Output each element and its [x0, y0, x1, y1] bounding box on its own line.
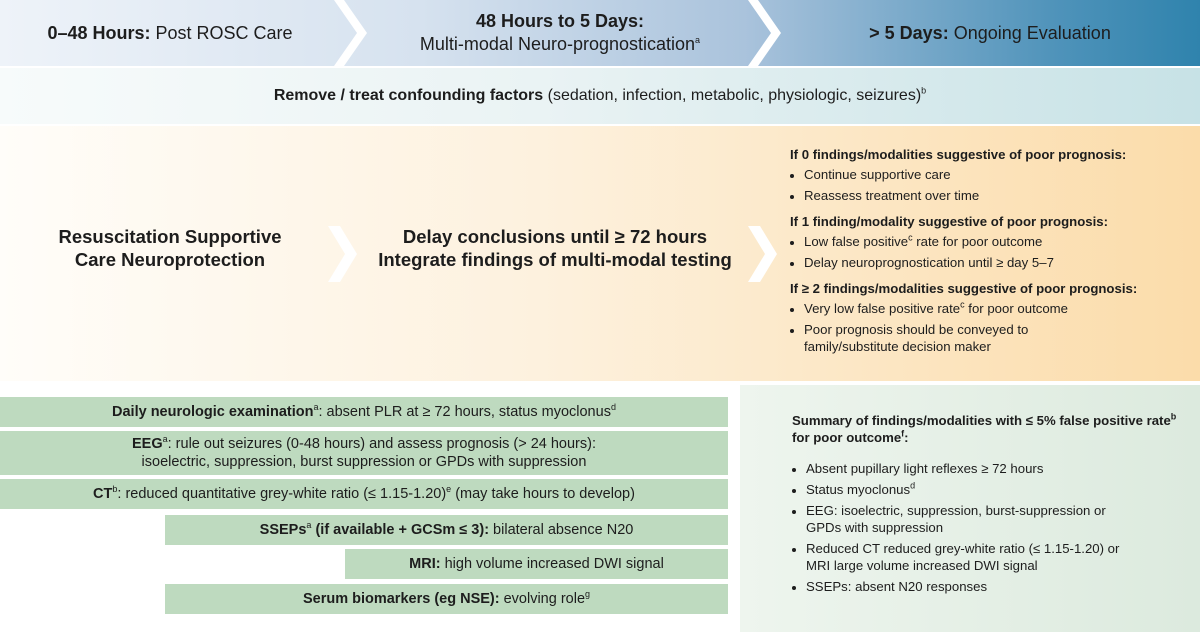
delay-conclusions-text: Delay conclusions until ≥ 72 hours Integrate findings of multi-modal testing	[378, 226, 732, 270]
list-item: • Very low false positive rate$^c$ for poor outcome	[804, 300, 1190, 317]
one-finding-heading: If 1 finding/modality suggestive of poor prognosis:	[790, 214, 1108, 229]
zero-findings-section	[790, 146, 1190, 204]
zero-findings-heading: If 0 findings/modalities suggestive of poor prognosis:	[790, 147, 1127, 162]
list-item: • Reassess treatment over time	[804, 187, 1190, 204]
stage-1-label: 0–48 Hours: Post ROSC Care	[47, 22, 293, 43]
stage-2-label: 48 Hours to 5 Days: Multi-modal Neuro-prognostication$^a$	[419, 11, 701, 54]
list-item: • Reduced CT reduced grey-white ratio (≤ 1.15-1.20) or MRI large volume increased DWI signal	[806, 540, 1136, 574]
middle-chevron-1	[328, 226, 357, 282]
prognosis-outcomes	[790, 146, 1190, 364]
summary-content	[792, 412, 1187, 599]
two-findings-heading: If ≥ 2 findings/modalities suggestive of poor prognosis:	[790, 281, 1138, 296]
one-finding-section	[790, 213, 1190, 271]
summary-heading: Summary of findings/modalities with ≤ 5% false positive rate$^b$ for poor outcome$^f$:	[792, 411, 1177, 445]
two-findings-section	[790, 280, 1190, 355]
list-item: • SSEPs: absent N20 responses	[806, 578, 1187, 595]
list-item: • Poor prognosis should be conveyed to family/substitute decision maker	[804, 321, 1104, 355]
neuro-exam-bar: Daily neurologic examination$^a$: absent PLR at ≥ 72 hours, status myoclonus$^d$	[0, 397, 728, 427]
supportive-care-text: Resuscitation Supportive Care Neuroprotection	[58, 226, 282, 270]
list-item: • Continue supportive care	[804, 166, 1190, 183]
stage-3-label: > 5 Days: Ongoing Evaluation	[869, 22, 1111, 43]
list-item: • Delay neuroprognostication until ≥ day 5–7	[804, 254, 1190, 271]
sseps-bar: SSEPs$^a$ (if available + GCSm ≤ 3): bilateral absence N20	[165, 515, 728, 545]
confounding-factors-band: Remove / treat confounding factors (sedation, infection, metabolic, physiologic, seizures)$^b$	[0, 68, 1200, 124]
list-item: • Low false positive$^c$ rate for poor outcome	[804, 233, 1190, 250]
list-item: • EEG: isoelectric, suppression, burst-suppression or GPDs with suppression	[806, 502, 1136, 536]
ct-bar: $CT^b$: reduced quantitative grey-white ratio (≤ 1.15-1.20)$^e$ (may take hours to develop)	[0, 479, 728, 509]
eeg-bar: EEG$^a$: rule out seizures (0-48 hours) and assess prognosis (> 24 hours): isoelectric, suppression, burst suppression or GPDs with suppression	[0, 431, 728, 475]
mri-bar: MRI: high volume increased DWI signal	[345, 549, 728, 579]
list-item: • Absent pupillary light reflexes ≥ 72 hours	[806, 460, 1187, 477]
serum-biomarkers-bar: Serum biomarkers (eg NSE): evolving role$^g$	[165, 584, 728, 614]
list-item: • Status myoclonus$^d$	[806, 481, 1187, 498]
